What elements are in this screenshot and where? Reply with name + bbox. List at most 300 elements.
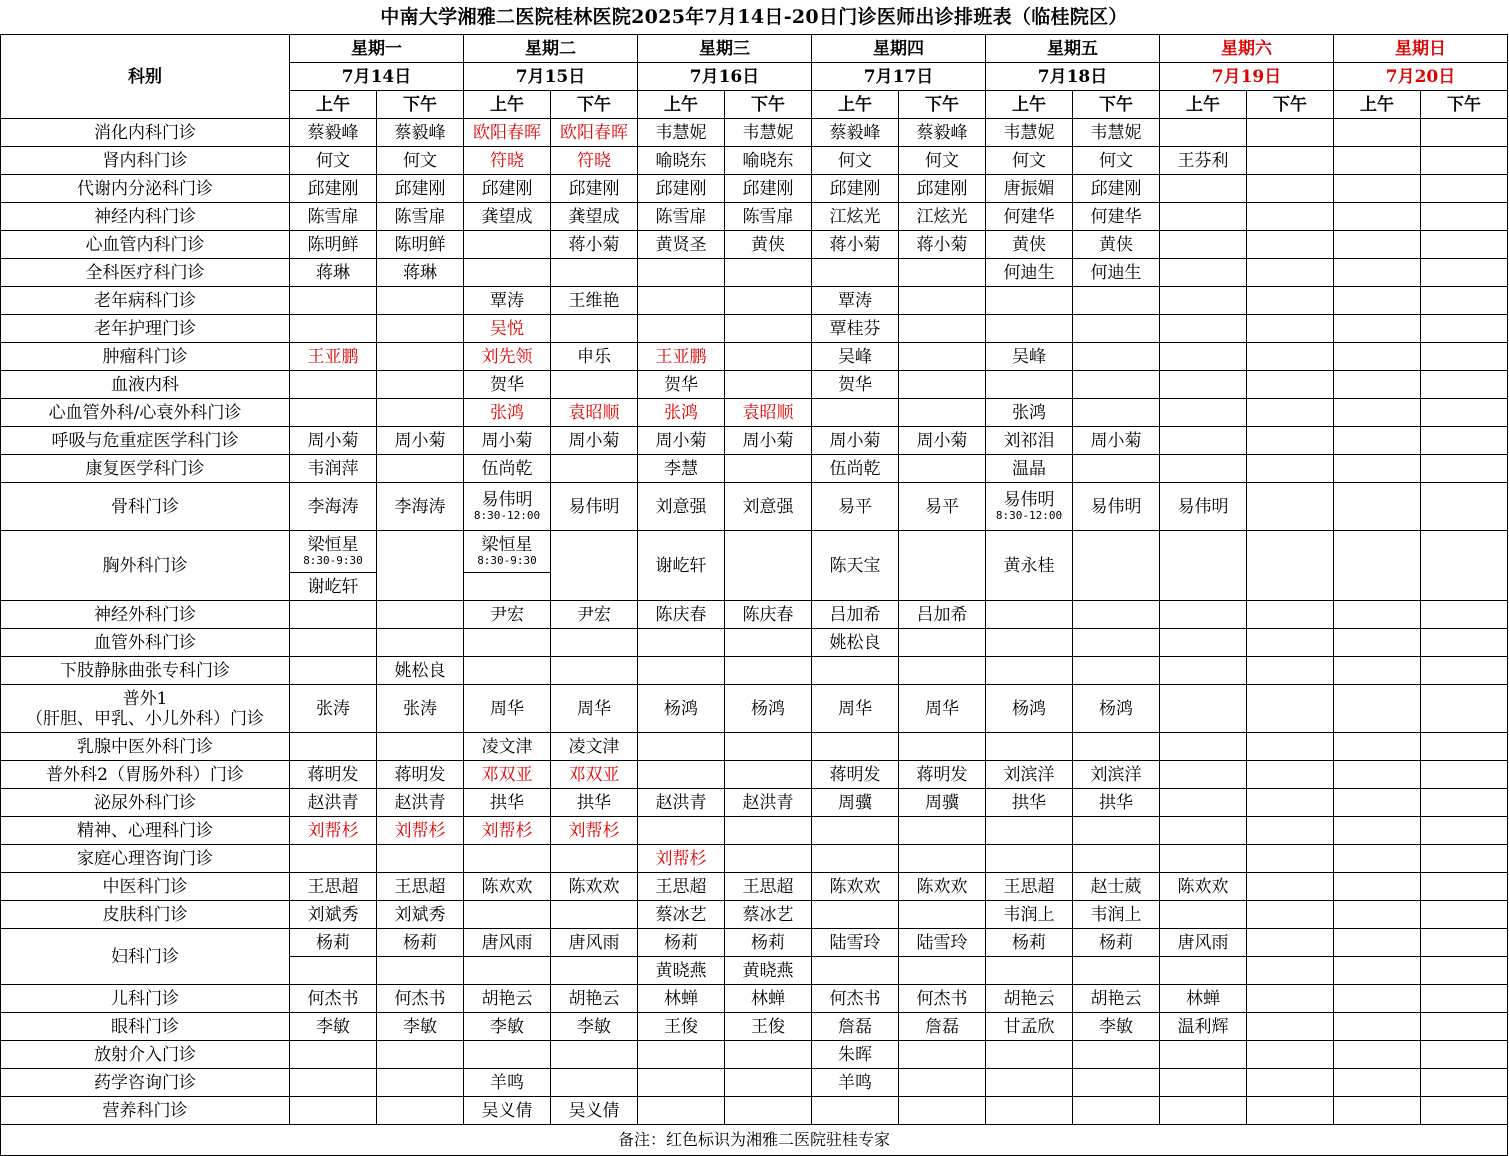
schedule-cell [290,685,377,733]
schedule-cell [1160,957,1247,985]
schedule-cell [638,259,725,287]
doctor-name: 李海涛 [394,496,446,517]
doctor-name: 拱华 [1012,792,1046,813]
schedule-cell [812,371,899,399]
schedule-cell [1421,761,1508,789]
department-name [1,929,290,985]
doctor-name: 甘孟欣 [1003,1016,1055,1037]
schedule-cell [290,985,377,1013]
doctor-name: 喻晓东 [655,150,707,171]
schedule-cell [899,259,986,287]
schedule-cell [1160,287,1247,315]
schedule-cell [1421,531,1508,601]
doctor-name: 刘先领 [481,346,533,367]
schedule-cell [638,957,725,985]
schedule-cell [377,685,464,733]
schedule-cell [464,1097,551,1125]
schedule-cell [1421,1041,1508,1069]
weekday-header: 星期四 [812,35,986,63]
doctor-name: 杨莉 [664,932,698,953]
doctor-name: 蒋明发 [829,764,881,785]
schedule-cell [1421,147,1508,175]
schedule-cell [1421,901,1508,929]
schedule-cell [1247,685,1334,733]
table-row [1,531,1508,573]
doctor-name: 王维艳 [568,290,620,311]
schedule-cell [638,985,725,1013]
doctor-name: 王亚鹏 [307,346,359,367]
morning-header: 上午 [1334,91,1421,119]
schedule-cell [290,845,377,873]
doctor-name: 周华 [838,698,872,719]
schedule-cell [725,427,812,455]
doctor-name: 邓双亚 [568,764,620,785]
schedule-cell [1247,761,1334,789]
doctor-name: 尹宏 [490,604,524,625]
doctor-name: 羊鸣 [838,1072,872,1093]
schedule-cell [1073,399,1160,427]
schedule-cell [638,287,725,315]
schedule-cell [1334,147,1421,175]
schedule-cell [725,343,812,371]
schedule-cell [551,531,638,601]
schedule-cell [1247,1013,1334,1041]
doctor-name: 江炫光 [829,206,881,227]
doctor-name: 周小菊 [394,430,446,451]
schedule-cell [290,259,377,287]
schedule-cell [1421,399,1508,427]
doctor-name: 刘祁泪 [1003,430,1055,451]
doctor-name: 何杰书 [829,988,881,1009]
table-row [1,175,1508,203]
weekday-header: 星期二 [464,35,638,63]
doctor-name: 陈明鲜 [307,234,359,255]
department-name [1,231,290,259]
schedule-cell [464,399,551,427]
schedule-cell [1160,455,1247,483]
doctor-name: 陈明鲜 [394,234,446,255]
schedule-cell [986,957,1073,985]
schedule-cell [1073,1013,1160,1041]
department-name [1,1097,290,1125]
doctor-name: 何建华 [1090,206,1142,227]
schedule-cell [377,147,464,175]
schedule-cell [1073,147,1160,175]
schedule-cell [812,315,899,343]
schedule-cell [1334,901,1421,929]
doctor-name: 何文 [925,150,959,171]
schedule-cell [1073,371,1160,399]
department-name-line: 心血管内科门诊 [85,234,205,255]
doctor-name: 邱建刚 [829,178,881,199]
schedule-cell [1421,315,1508,343]
doctor-name: 黄侠 [1099,234,1133,255]
schedule-cell [1421,259,1508,287]
time-range: 8:30-12:00 [995,509,1063,522]
schedule-cell [638,231,725,259]
schedule-cell [1160,483,1247,531]
schedule-cell [551,1013,638,1041]
schedule-cell [377,531,464,601]
department-name-line: 儿科门诊 [111,988,179,1009]
afternoon-header: 下午 [1247,91,1334,119]
department-name [1,789,290,817]
doctor-name: 李慧 [664,458,698,479]
schedule-cell [725,1041,812,1069]
schedule-cell [1160,873,1247,901]
schedule-cell [1247,657,1334,685]
schedule-cell [812,287,899,315]
schedule-cell [1421,789,1508,817]
doctor-name: 邓双亚 [481,764,533,785]
schedule-cell [725,685,812,733]
schedule-cell [638,1097,725,1125]
schedule-cell [899,845,986,873]
schedule-cell [464,845,551,873]
schedule-cell [464,929,551,957]
schedule-cell [1247,315,1334,343]
schedule-cell [812,531,899,601]
schedule-cell [377,371,464,399]
schedule-cell [1421,985,1508,1013]
schedule-cell [1073,601,1160,629]
date-header: 7月18日 [986,63,1160,91]
schedule-cell [377,427,464,455]
schedule-cell [812,901,899,929]
schedule-cell [1160,845,1247,873]
schedule-cell [551,371,638,399]
afternoon-header: 下午 [1421,91,1508,119]
doctor-name: 王思超 [394,876,446,897]
schedule-cell [1421,929,1508,957]
schedule-cell [1073,873,1160,901]
schedule-cell [290,901,377,929]
schedule-cell [377,629,464,657]
table-row [1,343,1508,371]
doctor-name: 赵洪青 [742,792,794,813]
schedule-cell [290,427,377,455]
schedule-cell [1334,929,1421,957]
schedule-cell [899,203,986,231]
schedule-cell [1160,657,1247,685]
doctor-name: 周小菊 [481,430,533,451]
schedule-cell [986,483,1073,531]
doctor-name: 拱华 [577,792,611,813]
schedule-cell [986,873,1073,901]
doctor-name: 覃桂芬 [829,318,881,339]
doctor-name: 胡艳云 [481,988,533,1009]
schedule-cell [725,761,812,789]
schedule-cell [725,657,812,685]
doctor-name: 刘意强 [655,496,707,517]
schedule-cell [464,455,551,483]
schedule-cell [1247,845,1334,873]
doctor-name: 龚望成 [568,206,620,227]
schedule-cell [986,371,1073,399]
schedule-cell [551,287,638,315]
schedule-cell [1247,1069,1334,1097]
schedule-cell [1334,119,1421,147]
doctor-name: 何杰书 [307,988,359,1009]
schedule-cell [812,789,899,817]
doctor-name: 韦慧妮 [1090,122,1142,143]
doctor-name: 何杰书 [394,988,446,1009]
schedule-cell [464,427,551,455]
department-name-line: 精神、心理科门诊 [77,820,213,841]
schedule-cell [1247,531,1334,601]
department-name-line: 放射介入门诊 [94,1044,196,1065]
schedule-cell [464,259,551,287]
table-row [1,845,1508,873]
doctor-name: 黄侠 [751,234,785,255]
doctor-name: 覃涛 [838,290,872,311]
doctor-name: 周小菊 [1090,430,1142,451]
doctor-name: 王思超 [655,876,707,897]
doctor-name: 刘斌秀 [307,904,359,925]
department-name-line: 胸外科门诊 [102,555,188,576]
table-row [1,315,1508,343]
schedule-cell [812,985,899,1013]
doctor-name: 杨鸿 [1012,698,1046,719]
schedule-cell [1073,657,1160,685]
schedule-cell [551,231,638,259]
schedule-cell [638,399,725,427]
schedule-cell [1160,601,1247,629]
schedule-cell [377,287,464,315]
department-name-line: 乳腺中医外科门诊 [77,736,213,757]
schedule-cell [986,1069,1073,1097]
doctor-name: 陈欢欢 [1177,876,1229,897]
schedule-cell [377,901,464,929]
schedule-cell [986,845,1073,873]
schedule-cell [812,657,899,685]
schedule-cell [986,287,1073,315]
department-name [1,761,290,789]
department-name [1,1041,290,1069]
department-name-line: 皮肤科门诊 [102,904,188,925]
department-name-line: 康复医学科门诊 [85,458,205,479]
doctor-name: 欧阳春晖 [560,122,628,143]
schedule-cell [899,147,986,175]
schedule-cell [899,629,986,657]
schedule-cell [725,399,812,427]
schedule-cell [377,315,464,343]
schedule-cell [986,1013,1073,1041]
department-name [1,1013,290,1041]
department-name-line: 泌尿外科门诊 [94,792,196,813]
schedule-cell [290,957,377,985]
schedule-cell [899,761,986,789]
doctor-name: 吴悦 [490,318,524,339]
schedule-cell [551,1097,638,1125]
schedule-cell [725,119,812,147]
schedule-cell [1334,259,1421,287]
schedule-cell [899,901,986,929]
doctor-name: 蒋小菊 [568,234,620,255]
schedule-cell [1160,231,1247,259]
schedule-cell [464,231,551,259]
department-name [1,845,290,873]
schedule-cell [1247,455,1334,483]
schedule-cell [1160,371,1247,399]
schedule-cell [1073,957,1160,985]
schedule-cell [464,1041,551,1069]
schedule-cell [290,531,377,573]
schedule-cell [1421,175,1508,203]
schedule-cell [638,203,725,231]
schedule-cell [1160,175,1247,203]
schedule-cell [1160,147,1247,175]
schedule-cell [377,761,464,789]
schedule-cell [1247,483,1334,531]
doctor-name: 陈庆春 [655,604,707,625]
doctor-name: 陈欢欢 [916,876,968,897]
schedule-cell [986,119,1073,147]
doctor-name: 贺华 [490,374,524,395]
doctor-name: 邱建刚 [307,178,359,199]
schedule-cell [638,845,725,873]
date-header: 7月17日 [812,63,986,91]
schedule-cell [638,427,725,455]
schedule-cell [1421,483,1508,531]
schedule-cell [812,601,899,629]
schedule-cell [551,901,638,929]
table-row [1,1069,1508,1097]
schedule-cell [377,957,464,985]
doctor-name: 蒋明发 [916,764,968,785]
doctor-name: 刘帮杉 [307,820,359,841]
doctor-name: 张涛 [403,698,437,719]
schedule-cell [377,733,464,761]
doctor-name: 唐风雨 [568,932,620,953]
schedule-cell [1073,761,1160,789]
schedule-cell [1334,483,1421,531]
schedule-cell [899,287,986,315]
schedule-cell [1421,371,1508,399]
schedule-cell [1073,119,1160,147]
schedule-cell [551,789,638,817]
table-row [1,761,1508,789]
morning-header: 上午 [464,91,551,119]
doctor-name: 何迪生 [1003,262,1055,283]
doctor-name: 周小菊 [916,430,968,451]
schedule-cell [551,985,638,1013]
doctor-name: 杨鸿 [751,698,785,719]
schedule-cell [1334,761,1421,789]
doctor-name: 杨莉 [751,932,785,953]
schedule-cell [1334,1069,1421,1097]
morning-header: 上午 [986,91,1073,119]
schedule-cell [290,817,377,845]
doctor-name: 刘斌秀 [394,904,446,925]
date-header: 7月16日 [638,63,812,91]
schedule-cell [986,985,1073,1013]
schedule-cell [812,733,899,761]
schedule-cell [290,119,377,147]
schedule-cell [986,789,1073,817]
schedule-cell [551,733,638,761]
schedule-cell [986,427,1073,455]
schedule-cell [1334,1041,1421,1069]
schedule-cell [638,1013,725,1041]
department-name-line: 血液内科 [111,374,179,395]
doctor-name: 刘意强 [742,496,794,517]
schedule-cell [377,817,464,845]
schedule-cell [377,789,464,817]
dept-column-header: 科别 [1,35,290,119]
doctor-name: 伍尚乾 [481,458,533,479]
schedule-cell [1421,629,1508,657]
schedule-cell [812,957,899,985]
schedule-cell [290,399,377,427]
schedule-cell [899,1041,986,1069]
schedule-cell [812,427,899,455]
weekday-header: 星期日 [1334,35,1508,63]
schedule-cell [1247,601,1334,629]
doctor-name: 刘帮杉 [568,820,620,841]
doctor-name: 唐振媚 [1003,178,1055,199]
department-name-line: 肿瘤科门诊 [102,346,188,367]
schedule-cell [1334,657,1421,685]
doctor-name: 易伟明 [1090,496,1142,517]
table-row [1,203,1508,231]
schedule-cell [377,231,464,259]
schedule-cell [1073,817,1160,845]
table-row [1,657,1508,685]
doctor-name: 王芬利 [1177,150,1229,171]
schedule-cell [290,231,377,259]
schedule-cell [1160,929,1247,957]
schedule-cell [986,929,1073,957]
schedule-cell [1160,1069,1247,1097]
schedule-cell [464,733,551,761]
table-body [1,119,1508,1125]
schedule-cell [290,203,377,231]
schedule-cell [1247,287,1334,315]
table-row [1,287,1508,315]
schedule-cell [1073,629,1160,657]
schedule-cell [464,629,551,657]
schedule-cell [638,343,725,371]
doctor-name: 拱华 [490,792,524,813]
schedule-cell [986,399,1073,427]
schedule-cell [725,371,812,399]
doctor-name: 张涛 [316,698,350,719]
doctor-name: 袁昭顺 [568,402,620,423]
schedule-cell [551,601,638,629]
schedule-cell [464,531,551,573]
department-name-line: 神经外科门诊 [94,604,196,625]
schedule-cell [1160,399,1247,427]
doctor-name: 陈庆春 [742,604,794,625]
schedule-cell [464,573,551,601]
schedule-cell [638,483,725,531]
doctor-name: 何文 [838,150,872,171]
doctor-name: 易伟明 [1003,490,1055,510]
schedule-cell [290,371,377,399]
schedule-cell [812,873,899,901]
schedule-cell [725,483,812,531]
schedule-cell [725,1097,812,1125]
schedule-cell [986,629,1073,657]
schedule-cell [1160,985,1247,1013]
schedule-cell [638,371,725,399]
doctor-name: 温晶 [1012,458,1046,479]
doctor-name: 贺华 [664,374,698,395]
schedule-cell [725,287,812,315]
schedule-cell [551,175,638,203]
schedule-cell [551,455,638,483]
